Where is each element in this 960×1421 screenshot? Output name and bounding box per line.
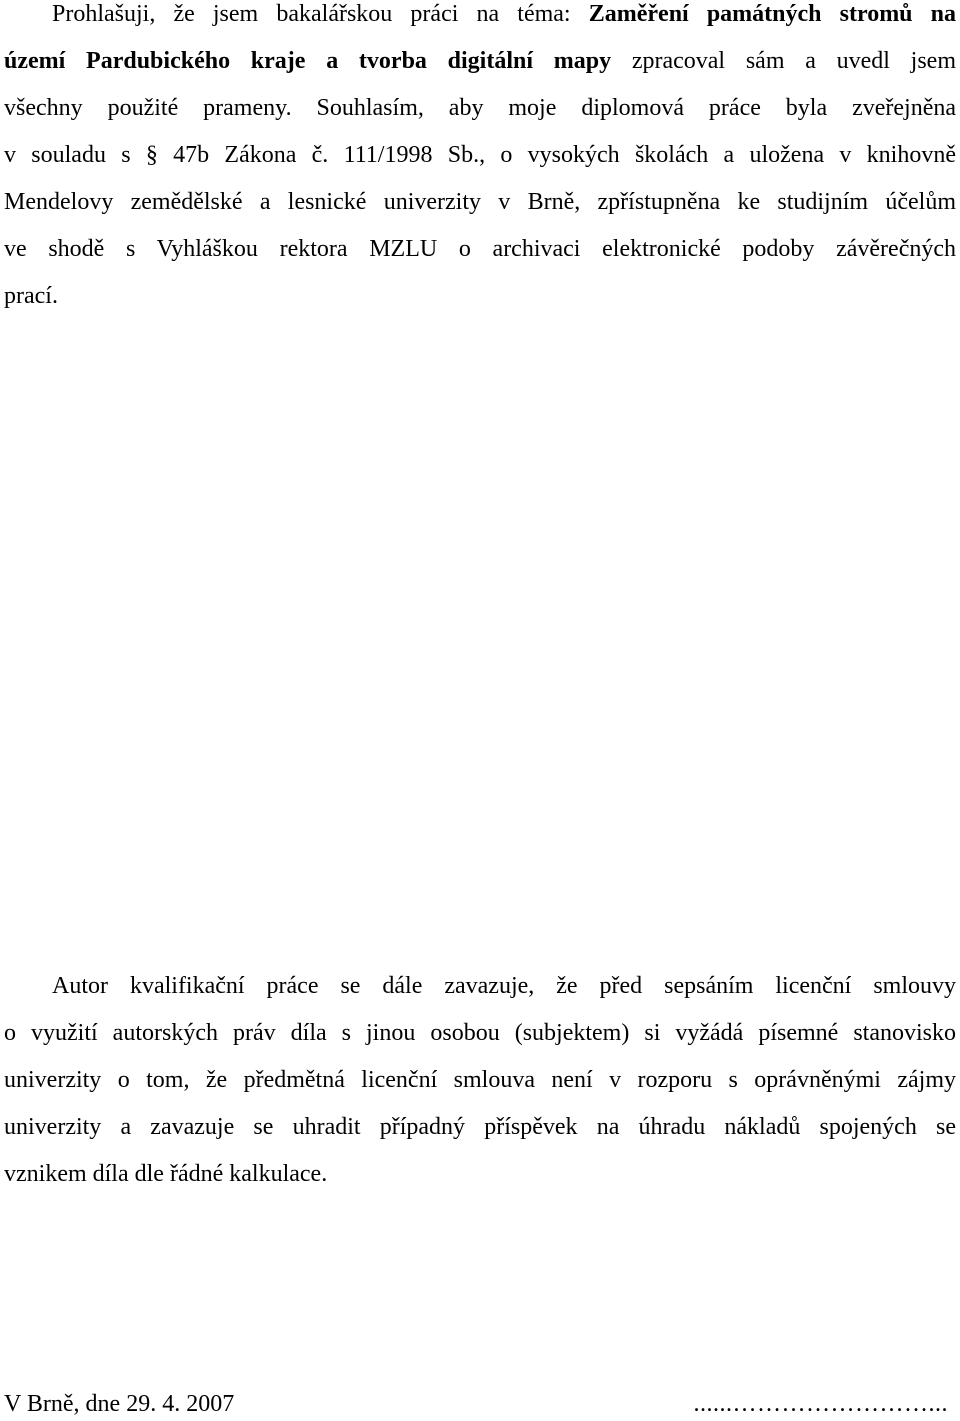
declaration-line-7: prací.	[4, 283, 58, 309]
declaration-line-1	[4, 0, 956, 38]
thesis-title-part-2: území Pardubického kraje a tvorba digitální mapy	[4, 48, 612, 74]
obligation-line-2: o využití autorských práv díla s jinou osobou (subjektem) si vyžádá písemné stanovisko	[4, 1020, 956, 1046]
declaration-paragraph	[4, 0, 956, 320]
obligation-line-3: univerzity o tom, že předmětná licenční smlouva není v rozporu s oprávněnými zájmy	[4, 1067, 956, 1093]
obligation-line-4: univerzity a zavazuje se uhradit případný příspěvek na úhradu nákladů spojených se	[4, 1114, 956, 1140]
thesis-title-part-1: Zaměření památných stromů na	[588, 1, 956, 27]
place-and-date: V Brně, dne 29. 4. 2007	[4, 1391, 235, 1417]
obligation-paragraph	[4, 963, 956, 1198]
declaration-line-4: v souladu s § 47b Zákona č. 111/1998 Sb., o vysokých školách a uložena v knihovně	[4, 142, 956, 168]
declaration-intro-text: Prohlašuji, že jsem bakalářskou práci na téma:	[52, 1, 589, 27]
signature-line: ......……………………...	[693, 1391, 948, 1417]
declaration-line-3: všechny použité prameny. Souhlasím, aby moje diplomová práce byla zveřejněna	[4, 95, 956, 121]
declaration-line-5: Mendelovy zemědělské a lesnické univerzity v Brně, zpřístupněna ke studijním účelům	[4, 189, 956, 215]
obligation-line-1: Autor kvalifikační práce se dále zavazuje, že před sepsáním licenční smlouvy	[52, 973, 956, 999]
declaration-line-6: ve shodě s Vyhláškou rektora MZLU o archivaci elektronické podoby závěrečných	[4, 236, 956, 262]
declaration-line-2	[4, 38, 956, 85]
signature-footer	[4, 1388, 956, 1420]
declaration-line-2-text: zpracoval sám a uvedl jsem	[611, 48, 957, 74]
obligation-line-5: vznikem díla dle řádné kalkulace.	[4, 1161, 328, 1187]
